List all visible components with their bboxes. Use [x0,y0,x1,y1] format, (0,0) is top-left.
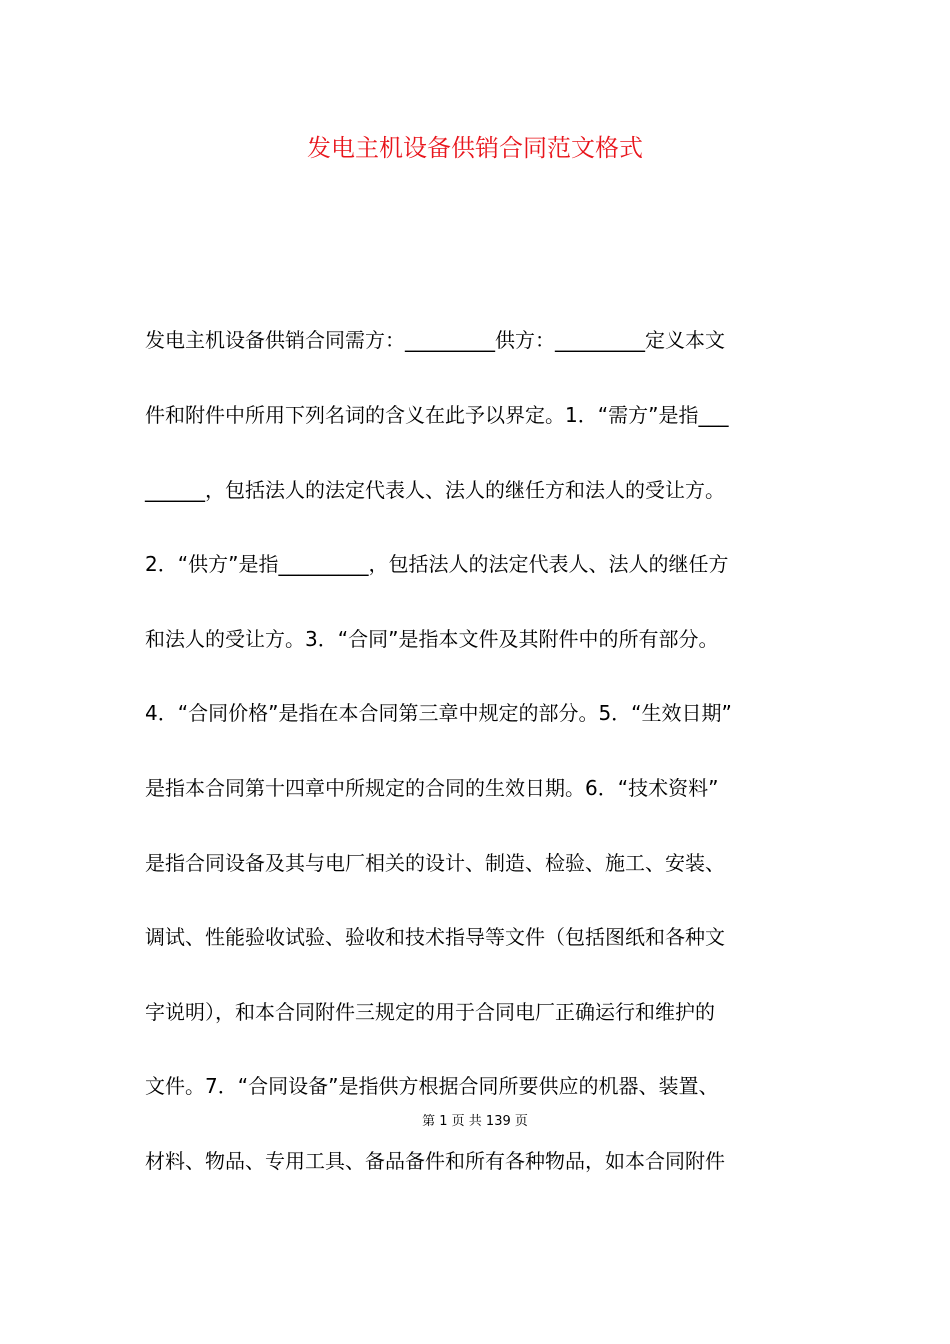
body-line-6: 4．“合同价格”是指在本合同第三章中规定的部分。5．“生效日期” [145,701,732,725]
body-line-5: 和法人的受让方。3．“合同”是指本文件及其附件中的所有部分。 [145,627,719,651]
body-line-10: 字说明），和本合同附件三规定的用于合同电厂正确运行和维护的 [145,1000,715,1024]
body-line-3: ______，包括法人的法定代表人、法人的继任方和法人的受让方。 [145,478,725,502]
body-line-12: 材料、物品、专用工具、备品备件和所有各种物品，如本合同附件 [145,1149,725,1173]
body-line-9: 调试、性能验收试验、验收和技术指导等文件（包括图纸和各种文 [145,925,725,949]
page-footer: 第 1 页 共 139 页 [422,1114,528,1129]
page-title: 发电主机设备供销合同范文格式 [307,134,643,162]
body-line-2: 件和附件中所用下列名词的含义在此予以界定。1．“需方”是指___ [145,403,729,427]
body-line-11: 文件。7．“合同设备”是指供方根据合同所要供应的机器、装置、 [145,1074,719,1098]
body-line-4: 2．“供方”是指_________，包括法人的法定代表人、法人的继任方 [145,552,729,576]
body-line-7: 是指本合同第十四章中所规定的合同的生效日期。6．“技术资料” [145,776,719,800]
body-line-1: 发电主机设备供销合同需方：_________供方：_________定义本文 [145,328,725,352]
body-line-8: 是指合同设备及其与电厂相关的设计、制造、检验、施工、安装、 [145,851,725,875]
